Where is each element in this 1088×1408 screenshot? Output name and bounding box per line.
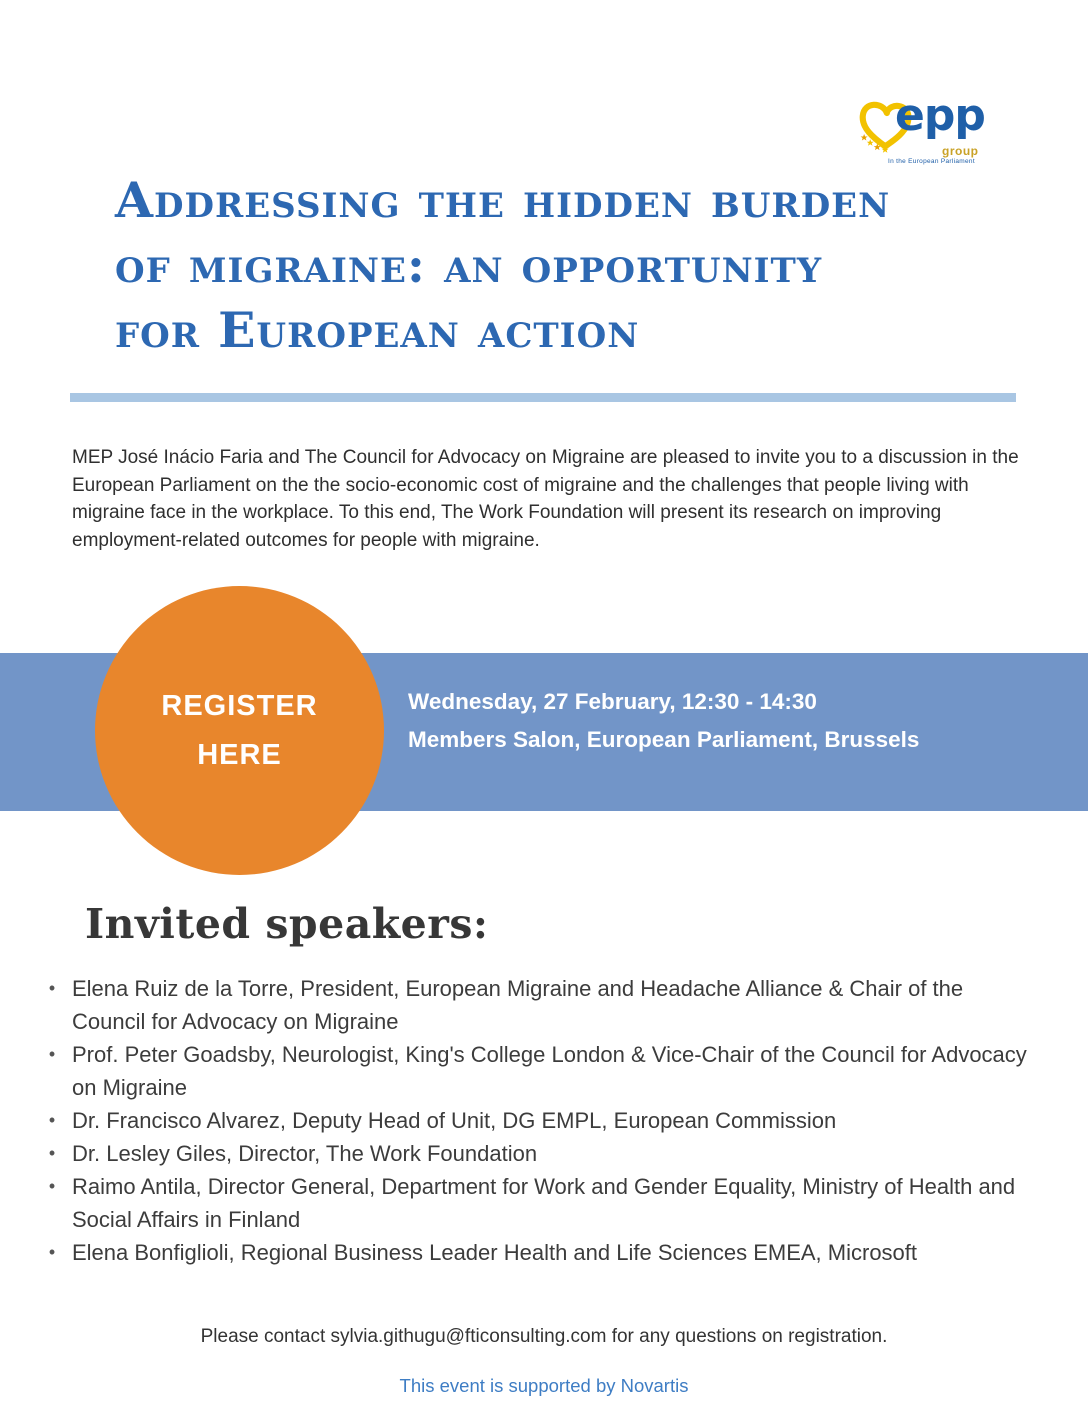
speaker-text: Elena Ruiz de la Torre, President, European Migraine and Headache Alliance & Chair of the Council for Advocacy on Migraine: [72, 976, 964, 1034]
bullet-icon: •: [48, 1143, 56, 1163]
speaker-text: Dr. Lesley Giles, Director, The Work Foundation: [72, 1141, 538, 1166]
intro-paragraph: MEP José Inácio Faria and The Council for Advocacy on Migraine are pleased to invite you to a discussion in the European Parliament on the the socio-economic cost of migraine and the challenges that people living with migraine face in the workplace. To this end, The Work Foundation will present its research on improving employment-related outcomes for people with migraine.: [72, 447, 1019, 551]
page-title: [115, 168, 1015, 363]
event-location: Members Salon, European Parliament, Brussels: [408, 727, 920, 752]
register-button[interactable]: [95, 586, 384, 875]
register-label-line-1: REGISTER: [161, 689, 318, 722]
contact-line: Please contact sylvia.githugu@fticonsulting.com for any questions on registration.: [200, 1326, 888, 1347]
epp-logo-group-text: group: [942, 144, 979, 158]
list-item: [32, 1170, 1052, 1236]
list-item: [32, 1104, 1052, 1137]
title-line-2: of migraine: an opportunity: [115, 236, 823, 294]
list-item: [32, 1236, 1052, 1269]
register-label-line-2: HERE: [197, 738, 282, 771]
list-item: [32, 972, 1052, 1038]
speaker-text: Prof. Peter Goadsby, Neurologist, King's College London & Vice-Chair of the Council for Advocacy on Migraine: [72, 1042, 1027, 1100]
bullet-icon: •: [48, 1044, 56, 1064]
bullet-icon: •: [48, 978, 56, 998]
speakers-heading: Invited speakers:: [85, 900, 489, 948]
epp-logo-tagline: In the European Parliament: [888, 158, 975, 165]
title-line-1: Addressing the hidden burden: [115, 171, 891, 229]
title-line-3: for European action: [115, 301, 640, 359]
event-datetime: Wednesday, 27 February, 12:30 - 14:30: [408, 689, 817, 714]
epp-group-logo: [858, 90, 1008, 170]
sponsor-line: This event is supported by Novartis: [399, 1375, 689, 1396]
bullet-icon: •: [48, 1242, 56, 1262]
epp-logo-text: epp: [895, 90, 985, 141]
list-item: [32, 1038, 1052, 1104]
list-item: [32, 1137, 1052, 1170]
divider-bar: [70, 393, 1016, 402]
speaker-text: Dr. Francisco Alvarez, Deputy Head of Unit, DG EMPL, European Commission: [72, 1108, 837, 1133]
bullet-icon: •: [48, 1110, 56, 1130]
event-details: [408, 683, 919, 759]
speaker-text: Elena Bonfiglioli, Regional Business Leader Health and Life Sciences EMEA, Microsoft: [72, 1240, 918, 1265]
bullet-icon: •: [48, 1176, 56, 1196]
speakers-list: [32, 972, 1052, 1269]
speaker-text: Raimo Antila, Director General, Department for Work and Gender Equality, Ministry of Health and Social Affairs in Finland: [72, 1174, 1016, 1232]
